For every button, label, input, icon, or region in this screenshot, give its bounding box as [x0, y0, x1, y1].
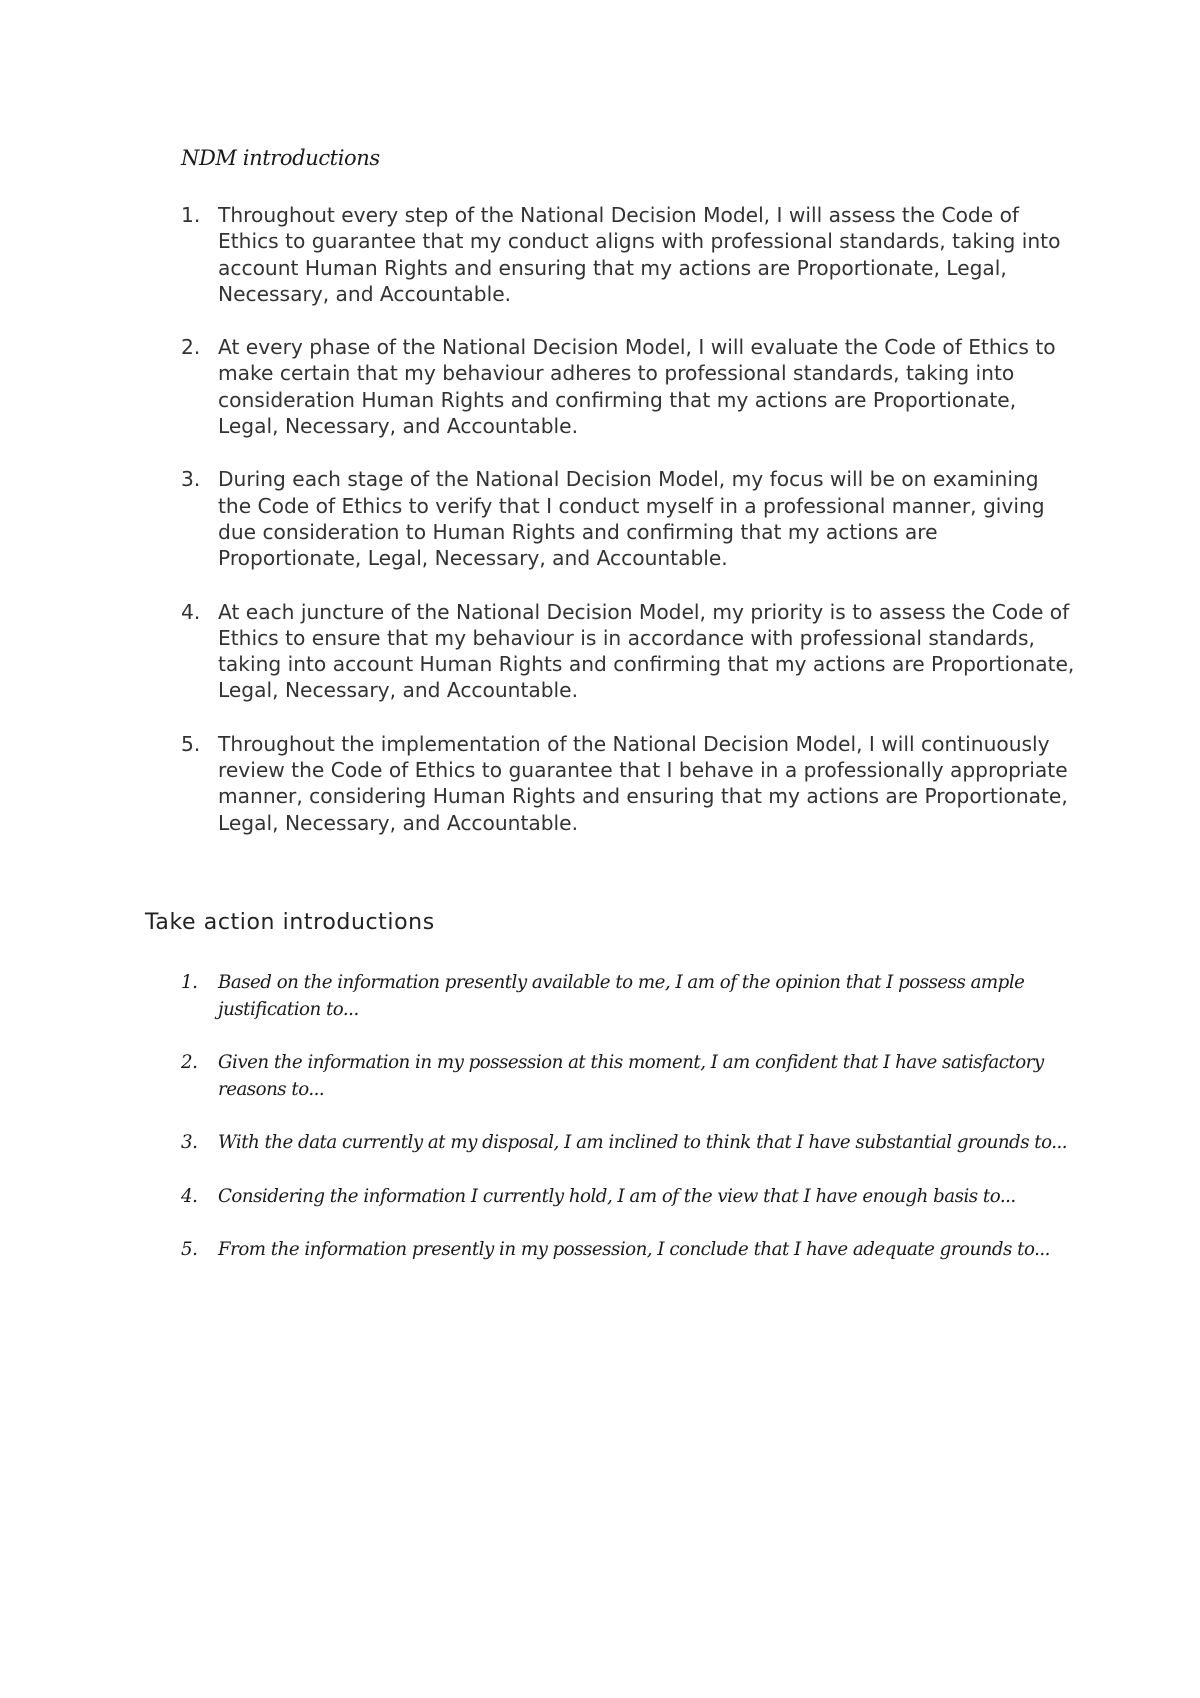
take-action-list [0, 970, 1200, 1291]
list-item-text: Considering the information I currently hold, I am of the view that I have enough basis to... [218, 1185, 1016, 1207]
list-item-number: 3. [181, 1132, 198, 1153]
list-item-number: 4. [181, 1185, 198, 1207]
list-item [0, 466, 1078, 571]
list-item [0, 1130, 1068, 1157]
list-item-text: With the data currently at my disposal, I am inclined to think that I have substantial grounds to... [218, 1132, 1068, 1153]
list-item-number: 4. [181, 599, 201, 624]
list-item-number: 5. [181, 1239, 198, 1260]
list-item-number: 3. [181, 467, 201, 492]
list-item [0, 731, 1078, 836]
list-item [0, 599, 1078, 704]
list-item-text: At every phase of the National Decision Model, I will evaluate the Code of Ethics to make certain that my behaviour adheres to professional standards, taking into consideration Human Rights and confirming that my actions are Proportionate, Legal, Necessary, and Accountable. [218, 335, 1056, 439]
list-item-number: 2. [181, 1052, 198, 1073]
list-item-number: 2. [181, 335, 201, 360]
list-item [0, 1050, 1068, 1103]
list-item-text: Throughout the implementation of the National Decision Model, I will continuously review the Code of Ethics to guarantee that I behave in a professionally appropriate manner, considering Human Rights and ensuring that my actions are Proportionate, Legal, Necessary, and Accountable. [218, 731, 1068, 835]
list-item-number: 1. [181, 972, 198, 993]
list-item-text: At each juncture of the National Decision Model, my priority is to assess the Code of Ethics to ensure that my behaviour is in accordance with professional standards, taking into account Human Rights and confirming that my actions are Proportionate, Legal, Necessary, and Accountable. [218, 599, 1075, 703]
ndm-list [0, 202, 1200, 863]
list-item-text: Based on the information presently available to me, I am of the opinion that I possess ample justification to... [218, 972, 1025, 1020]
list-item-text: Given the information in my possession at this moment, I am confident that I have satisfactory reasons to... [218, 1052, 1044, 1100]
list-item [0, 970, 1068, 1023]
list-item-text: From the information presently in my possession, I conclude that I have adequate grounds to... [218, 1239, 1050, 1260]
list-item-text: Throughout every step of the National Decision Model, I will assess the Code of Ethics to guarantee that my conduct aligns with professional standards, taking into account Human Rights and ensuring that my actions are Proportionate, Legal, Necessary, and Accountable. [218, 203, 1061, 306]
list-item [0, 202, 1078, 307]
list-item-number: 1. [181, 203, 201, 227]
list-item [0, 1237, 1068, 1264]
list-item-number: 5. [181, 731, 201, 756]
take-action-section-title: Take action introductions [145, 910, 435, 935]
list-item [0, 1184, 1068, 1211]
list-item-text: During each stage of the National Decision Model, my focus will be on examining the Code of Ethics to verify that I conduct myself in a professional manner, giving due consideration to Human Rights and confirming that my actions are Proportionate, Legal, Necessary, and Accountable. [218, 467, 1045, 571]
ndm-section-title: NDM introductions [181, 146, 380, 170]
list-item [0, 334, 1078, 439]
